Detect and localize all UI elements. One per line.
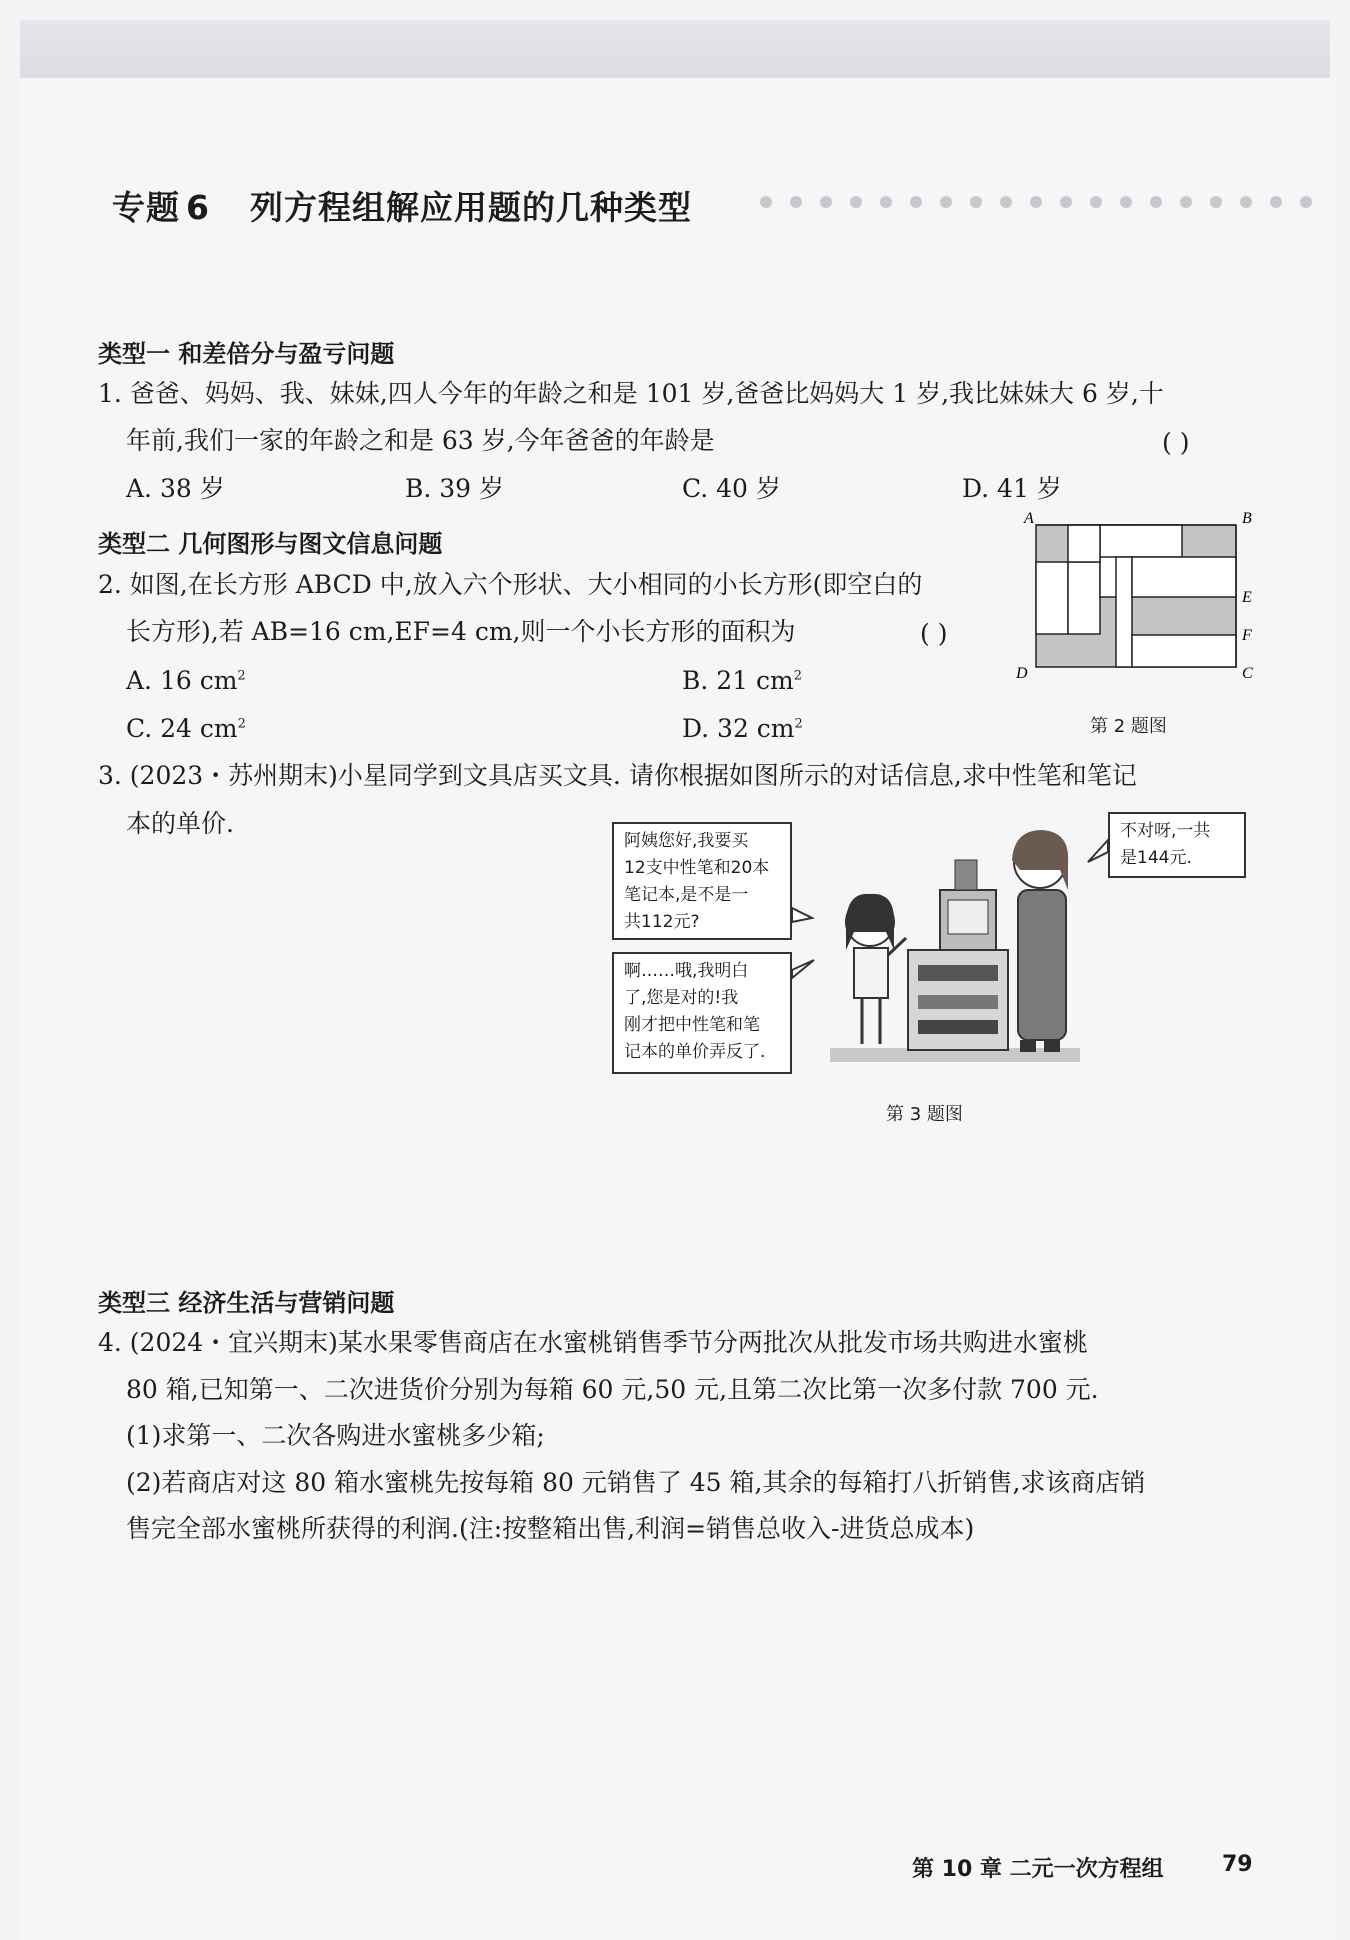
label-b: B [1242,510,1252,527]
topic-title-text: 列方程组解应用题的几种类型 [249,188,692,227]
clerk-shoe-left [1020,1040,1036,1052]
topic-title [112,182,692,229]
clerk-shoe-right [1044,1040,1060,1052]
small-rect-6 [1068,525,1100,562]
topic-number: 6 [186,188,210,227]
label-a: A [1024,510,1034,527]
q2-line1: 2. 如图,在长方形 ABCD 中,放入六个形状、大小相同的小长方形(即空白的 [98,570,923,599]
q2-line2: 长方形),若 AB=16 cm,EF=4 cm,则一个小长方形的面积为 [126,617,796,646]
q2-rectangle-figure [1010,505,1260,685]
girl-dress [854,948,888,998]
small-rect-4 [1132,557,1236,597]
q2-option-a: A. 16 $cm^2$ [126,666,246,695]
footer-page-number: 79 [1222,1852,1253,1877]
q1-option-c: C. 40 岁 [682,474,781,503]
label-c: C [1242,665,1253,682]
title-dot-leader [760,196,1312,208]
q1-option-d: D. 41 岁 [962,474,1062,503]
q4-line1: 4. (2024・宜兴期末)某水果零售商店在水蜜桃销售季节分两批次从批发市场共购进水蜜桃 [98,1328,1088,1357]
q1-option-a: A. 38 岁 [126,474,225,503]
q1-line1: 1. 爸爸、妈妈、我、妹妹,四人今年的年龄之和是 101 岁,爸爸比妈妈大 1 岁,我比妹妹大 6 岁,十 [98,379,1164,408]
type-heading-2: 类型二 几何图形与图文信息问题 [98,530,443,558]
small-rect-vertical [1116,557,1132,667]
page-top-band [20,20,1330,78]
footer-chapter: 第 10 章 二元一次方程组 [912,1857,1164,1882]
register-screen [948,900,988,934]
q4-sub2-line1: (2)若商店对这 80 箱水蜜桃先按每箱 80 元销售了 45 箱,其余的每箱打八折销售,求该商店销 [126,1468,1146,1497]
q1-option-b: B. 39 岁 [405,474,505,503]
shop-scene-illustration [790,800,1110,1080]
counter-shelf-3 [918,1020,998,1034]
label-e: E [1242,589,1252,606]
small-rect-top [1100,525,1182,557]
small-rect-5 [1132,635,1236,667]
label-f: F [1242,627,1252,644]
q2-figure-caption: 第 2 题图 [1090,716,1167,737]
label-d: D [1016,665,1028,682]
topic-label: 专题 [112,188,180,227]
small-rect-2b [1068,562,1100,634]
q1-line2: 年前,我们一家的年龄之和是 63 岁,今年爸爸的年龄是 [126,426,715,455]
type-heading-3: 类型三 经济生活与营销问题 [98,1289,395,1317]
small-rect-1 [1036,562,1068,634]
bubble-girl-ask: 阿姨您好,我要买 12支中性笔和20本 笔记本,是不是一 共112元? [612,822,792,940]
counter-shelf-1 [918,965,998,981]
q2-answer-paren: ( ) [920,619,948,648]
bubble-tail-1 [792,908,812,922]
bubble-tail-2 [792,960,814,978]
q4-sub2-line2: 售完全部水蜜桃所获得的利润.(注:按整箱出售,利润=销售总收入-进货总成本) [126,1514,975,1543]
q2-option-d: D. 32 $cm^2$ [682,714,803,743]
q2-option-b: B. 21 $cm^2$ [682,666,803,695]
bubble-clerk: 不对呀,一共 是144元. [1108,812,1246,878]
q2-option-c: C. 24 $cm^2$ [126,714,246,743]
clerk-body [1018,890,1066,1040]
q3-line1: 3. (2023・苏州期末)小星同学到文具店买文具. 请你根据如图所示的对话信息,求中性笔和笔记 [98,761,1137,790]
q3-figure-caption: 第 3 题图 [886,1104,963,1125]
bubble-tail-3 [1088,840,1108,862]
q1-answer-paren: ( ) [1162,428,1190,457]
bubble-girl-realize: 啊……哦,我明白 了,您是对的!我 刚才把中性笔和笔 记本的单价弄反了. [612,952,792,1074]
q3-line2: 本的单价. [126,809,234,838]
q4-line2: 80 箱,已知第一、二次进货价分别为每箱 60 元,50 元,且第二次比第一次多付款 700 元. [126,1375,1099,1404]
register-display [955,860,977,890]
q4-sub1: (1)求第一、二次各购进水蜜桃多少箱; [126,1421,545,1450]
type-heading-1: 类型一 和差倍分与盈亏问题 [98,340,395,368]
counter-shelf-2 [918,995,998,1009]
